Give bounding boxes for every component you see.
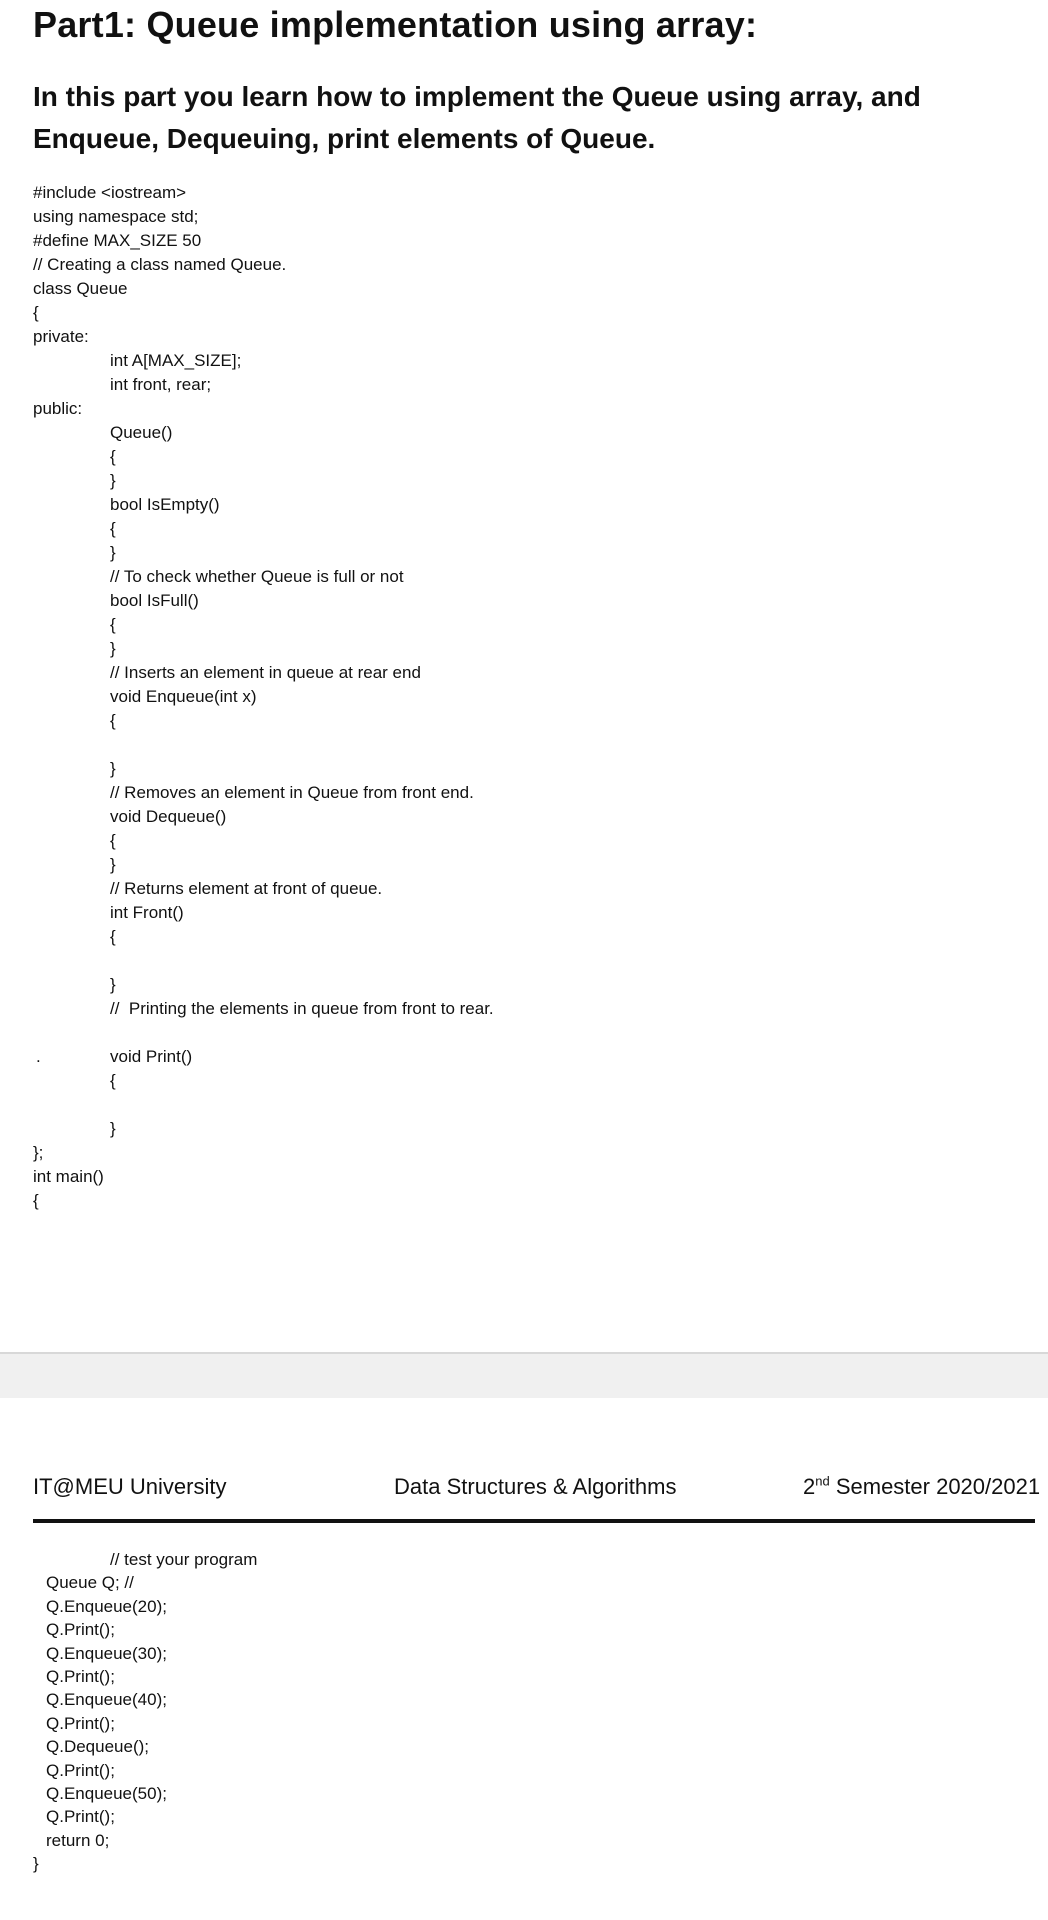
code-line: { [110, 615, 116, 634]
code-line: { [110, 927, 116, 946]
intro-paragraph: In this part you learn how to implement the Queue using array, and Enqueue, Dequeuing, print elements of Queue. [33, 81, 921, 154]
code-line: void Dequeue() [110, 807, 227, 826]
code-line: { [110, 831, 116, 850]
footer-semester-number: 2 [803, 1474, 816, 1499]
code-line: // Removes an element in Queue from front end. [110, 783, 474, 802]
code-line: // Returns element at front of queue. [110, 879, 383, 898]
footer-course: Data Structures & Algorithms [394, 1474, 677, 1499]
code-line: int Front() [110, 903, 184, 922]
code-line: public: [33, 399, 83, 418]
footer-divider [33, 1519, 1035, 1523]
code-line: #include <iostream> [33, 183, 187, 202]
code-line: Q.Print(); [46, 1807, 115, 1827]
code-line: } [110, 975, 116, 994]
footer-semester-rest: Semester 2020/2021 [829, 1474, 1041, 1499]
code-line: bool IsEmpty() [110, 495, 220, 514]
code-line: Q.Enqueue(40); [46, 1690, 167, 1710]
code-line: // To check whether Queue is full or not [110, 567, 404, 586]
code-line: // Inserts an element in queue at rear end [110, 663, 421, 682]
code-line: Q.Print(); [46, 1713, 115, 1733]
footer-semester [803, 1474, 1040, 1500]
code-line: void Enqueue(int x) [110, 687, 257, 706]
code-line: // test your program [110, 1550, 258, 1569]
code-line: int A[MAX_SIZE]; [110, 351, 242, 370]
footer-university: IT@MEU University [33, 1474, 227, 1499]
code-line: void Print() [110, 1047, 193, 1066]
code-line: } [110, 543, 116, 562]
code-line: { [110, 711, 116, 730]
code-line: Q.Enqueue(20); [46, 1596, 167, 1616]
code-line: { [33, 1191, 39, 1210]
code-line: private: [33, 327, 89, 346]
footer-semester-ordinal: nd [815, 1473, 830, 1489]
code-line: { [110, 519, 116, 538]
code-line: Q.Enqueue(30); [46, 1643, 167, 1663]
code-line: { [110, 1071, 116, 1090]
code-line: bool IsFull() [110, 591, 199, 610]
code-line: } [110, 471, 116, 490]
code-line: using namespace std; [33, 207, 199, 226]
code-line: Q.Print(); [46, 1760, 115, 1780]
page-break [0, 1352, 1048, 1398]
code-line: } [33, 1854, 39, 1874]
code-line: // Creating a class named Queue. [33, 255, 287, 274]
code-line: } [110, 1119, 116, 1138]
code-line: { [110, 447, 116, 466]
code-line: } [110, 855, 116, 874]
code-line: return 0; [46, 1830, 110, 1850]
code-line: } [110, 639, 116, 658]
code-line: Queue Q; // [46, 1573, 134, 1593]
code-line: #define MAX_SIZE 50 [33, 231, 202, 250]
code-line: int front, rear; [110, 375, 212, 394]
code-line: }; [33, 1143, 44, 1162]
code-line: } [110, 759, 116, 778]
code-line: Q.Print(); [46, 1620, 115, 1640]
code-line: Q.Enqueue(50); [46, 1784, 167, 1803]
code-line: . [36, 1047, 41, 1066]
code-line: Queue() [110, 423, 173, 442]
code-line: class Queue [33, 279, 128, 298]
code-line: // Printing the elements in queue from front to rear. [110, 999, 494, 1018]
code-line: Q.Print(); [46, 1667, 115, 1686]
page-title: Part1: Queue implementation using array: [33, 4, 758, 45]
code-line: Q.Dequeue(); [46, 1737, 149, 1757]
code-line: int main() [33, 1167, 104, 1186]
code-line: { [33, 303, 39, 322]
